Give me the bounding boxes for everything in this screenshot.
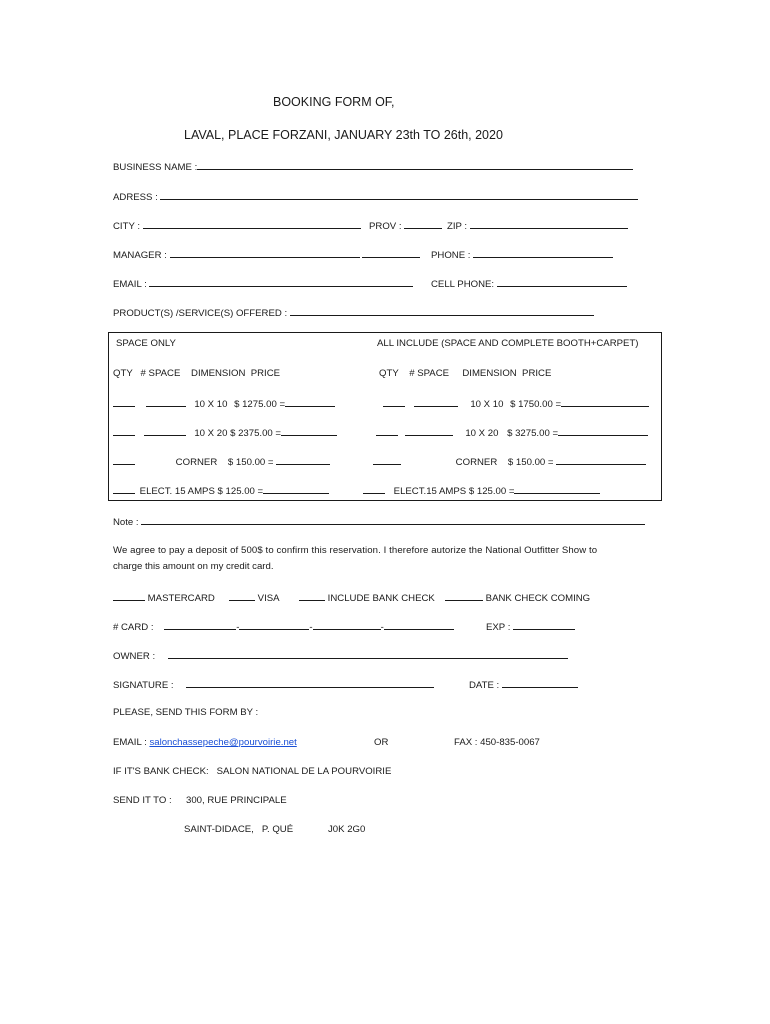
- products-field[interactable]: [290, 306, 594, 316]
- all-include-row-3-price: $ 150.00 =: [507, 457, 554, 468]
- space-only-row-3-total[interactable]: [276, 455, 330, 465]
- all-include-elect-label: ELECT.15 AMPS $ 125.00 =: [393, 486, 515, 497]
- visa-label: VISA: [257, 593, 280, 604]
- email-contact-row: [113, 737, 297, 749]
- space-only-columns: QTY # SPACE DIMENSION PRICE: [113, 368, 281, 379]
- products-row: [113, 306, 594, 320]
- all-include-row-1-price: $ 1750.00 =: [510, 399, 562, 410]
- space-only-row-3-dimension: CORNER: [175, 457, 218, 468]
- owner-label: OWNER :: [113, 651, 156, 662]
- fax-text: FAX : 450-835-0067: [454, 737, 540, 748]
- exp-row: [486, 620, 575, 634]
- include-check-label: INCLUDE BANK CHECK: [327, 593, 435, 604]
- products-label: PRODUCT(S) /SERVICE(S) OFFERED :: [113, 308, 288, 319]
- exp-label: EXP :: [486, 622, 511, 633]
- date-field[interactable]: [502, 678, 578, 688]
- pricing-box: [108, 332, 662, 501]
- note-row: [113, 515, 645, 529]
- email-label: EMAIL :: [113, 279, 147, 290]
- visa-checkbox[interactable]: [229, 591, 255, 601]
- space-only-row-1: [113, 397, 335, 411]
- space-only-row-2-space[interactable]: [144, 426, 186, 436]
- agreement-line-2: charge this amount on my credit card.: [113, 561, 274, 572]
- card-field-2[interactable]: [239, 620, 309, 630]
- mastercard-checkbox[interactable]: [113, 591, 145, 601]
- space-only-row-1-price: $ 1275.00 =: [234, 399, 286, 410]
- space-only-row-3-qty[interactable]: [113, 455, 135, 465]
- mastercard-label: MASTERCARD: [147, 593, 215, 604]
- form-title: BOOKING FORM OF,: [273, 95, 395, 109]
- city-row: [113, 219, 361, 233]
- date-row: [469, 678, 578, 692]
- note-label: Note :: [113, 517, 139, 528]
- phone-row: [431, 248, 613, 262]
- form-subtitle: LAVAL, PLACE FORZANI, JANUARY 23th TO 26th, 2020: [184, 128, 503, 142]
- adress-field[interactable]: [160, 190, 638, 200]
- all-include-elect-row: [363, 484, 600, 498]
- city-label: CITY :: [113, 221, 141, 232]
- manager-row: [113, 248, 420, 262]
- all-include-row-3-dimension: CORNER: [455, 457, 498, 468]
- zip-field[interactable]: [470, 219, 628, 229]
- all-include-row-1-total[interactable]: [561, 397, 649, 407]
- space-only-elect-row: [113, 484, 329, 498]
- or-text: OR: [374, 737, 389, 748]
- all-include-heading: ALL INCLUDE (SPACE AND COMPLETE BOOTH+CARPET): [377, 338, 639, 349]
- email-field[interactable]: [149, 277, 413, 287]
- card-field-1[interactable]: [164, 620, 236, 630]
- email-contact-label: EMAIL :: [113, 737, 147, 748]
- phone-label: PHONE :: [431, 250, 471, 261]
- all-include-row-3-total[interactable]: [556, 455, 646, 465]
- manager-label: MANAGER :: [113, 250, 167, 261]
- all-include-elect-total[interactable]: [514, 484, 600, 494]
- prov-row: [369, 219, 442, 233]
- zip-row: [447, 219, 628, 233]
- space-only-row-3: [113, 455, 330, 469]
- agreement-line-1: We agree to pay a deposit of 500$ to confirm this reservation. I therefore autorize the National Outfitter Show to: [113, 545, 598, 556]
- cell-phone-label: CELL PHONE:: [431, 279, 495, 290]
- bank-check-text: IF IT'S BANK CHECK: SALON NATIONAL DE LA POURVOIRIE: [113, 766, 392, 777]
- space-only-row-1-total[interactable]: [285, 397, 335, 407]
- all-include-columns: QTY # SPACE DIMENSION PRICE: [379, 368, 552, 379]
- email-row: [113, 277, 413, 291]
- space-only-row-2: [113, 426, 337, 440]
- email-link[interactable]: salonchassepeche@pourvoirie.net: [149, 737, 297, 748]
- manager-field[interactable]: [170, 248, 360, 258]
- card-label: # CARD :: [113, 622, 154, 633]
- space-only-elect-total[interactable]: [263, 484, 329, 494]
- owner-row: [113, 649, 568, 663]
- send-to-label: SEND IT TO :: [113, 795, 172, 806]
- note-field[interactable]: [141, 515, 645, 525]
- payment-check-coming: [445, 591, 590, 605]
- business-name-field[interactable]: [197, 160, 633, 170]
- all-include-row-3-qty[interactable]: [373, 455, 401, 465]
- prov-field[interactable]: [404, 219, 442, 229]
- check-coming-label: BANK CHECK COMING: [485, 593, 591, 604]
- all-include-row-1-dimension: 10 X 10: [470, 399, 504, 410]
- payment-visa: [229, 591, 280, 605]
- postal-code: J0K 2G0: [328, 824, 366, 835]
- include-check-checkbox[interactable]: [299, 591, 325, 601]
- signature-label: SIGNATURE :: [113, 680, 174, 691]
- all-include-row-1: [383, 397, 649, 411]
- exp-field[interactable]: [513, 620, 575, 630]
- business-name-label: BUSINESS NAME :: [113, 162, 198, 173]
- card-field-3[interactable]: [313, 620, 381, 630]
- space-only-row-3-price: $ 150.00 =: [227, 457, 274, 468]
- check-coming-checkbox[interactable]: [445, 591, 483, 601]
- payment-include-check: [299, 591, 435, 605]
- prov-label: PROV :: [369, 221, 402, 232]
- address-city: SAINT-DIDACE, P. QUÉ: [184, 824, 294, 835]
- all-include-row-2: [376, 426, 648, 440]
- signature-row: [113, 678, 434, 692]
- all-include-row-2-qty[interactable]: [376, 426, 398, 436]
- cell-phone-field[interactable]: [497, 277, 627, 287]
- owner-field[interactable]: [168, 649, 568, 659]
- card-field-4[interactable]: [384, 620, 454, 630]
- space-only-row-2-dimension: 10 X 20 $ 2375.00 =: [194, 428, 282, 439]
- all-include-row-3: [373, 455, 646, 469]
- space-only-row-1-dimension: 10 X 10: [194, 399, 228, 410]
- space-only-row-2-qty[interactable]: [113, 426, 135, 436]
- cell-phone-row: [431, 277, 627, 291]
- business-name-row: [113, 160, 633, 174]
- space-only-elect-label: ELECT. 15 AMPS $ 125.00 =: [139, 486, 264, 497]
- manager-field-extra[interactable]: [362, 248, 420, 258]
- space-only-row-1-qty[interactable]: [113, 397, 135, 407]
- all-include-row-2-total[interactable]: [558, 426, 648, 436]
- space-only-row-1-space[interactable]: [146, 397, 186, 407]
- card-row: # CARD : - - -: [113, 620, 454, 634]
- all-include-row-1-qty[interactable]: [383, 397, 405, 407]
- all-include-elect-qty[interactable]: [363, 484, 385, 494]
- date-label: DATE :: [469, 680, 500, 691]
- payment-mastercard: [113, 591, 215, 605]
- all-include-row-2-price: $ 3275.00 =: [507, 428, 559, 439]
- space-only-elect-qty[interactable]: [113, 484, 135, 494]
- all-include-row-1-space[interactable]: [414, 397, 458, 407]
- space-only-heading: SPACE ONLY: [116, 338, 176, 349]
- all-include-row-2-space[interactable]: [405, 426, 453, 436]
- address-street: 300, RUE PRINCIPALE: [186, 795, 287, 806]
- please-send-text: PLEASE, SEND THIS FORM BY :: [113, 707, 259, 718]
- space-only-row-2-total[interactable]: [281, 426, 337, 436]
- signature-field[interactable]: [186, 678, 434, 688]
- adress-row: [113, 190, 638, 204]
- zip-label: ZIP :: [447, 221, 468, 232]
- all-include-row-2-dimension: 10 X 20: [465, 428, 499, 439]
- phone-field[interactable]: [473, 248, 613, 258]
- city-field[interactable]: [143, 219, 361, 229]
- adress-label: ADRESS :: [113, 192, 158, 203]
